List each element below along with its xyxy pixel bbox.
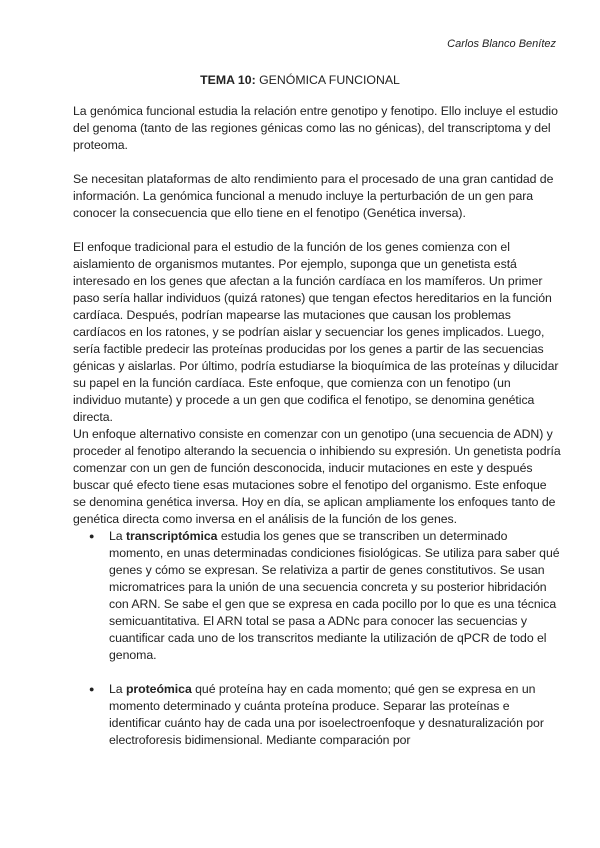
title-prefix: TEMA 10: (200, 73, 256, 87)
item-term: transcriptómica (125, 529, 218, 543)
list-gap (73, 664, 561, 681)
paragraph-gap (73, 154, 561, 171)
author-name: Carlos Blanco Benítez (447, 38, 556, 50)
title-text: GENÓMICA FUNCIONAL (255, 73, 400, 87)
item-lead: La (109, 529, 126, 543)
bullet-icon: ● (89, 684, 95, 694)
list-item-proteomics (73, 681, 561, 749)
paragraph-reverse-genetics: Un enfoque alternativo consiste en comenzar con un genotipo (una secuencia de ADN) y proceder al fenotipo alterando la secuencia o inhibiendo su expresión. Un genetista podría comenzar con un gen de función desconocida, inducir mutaciones en este y después buscar qué efecto tiene esas mutaciones sobre el fenotipo del organismo. Este enfoque se denomina genética inversa. Hoy en día, se aplican ampliamente los enfoques tanto de genética directa como inversa en el análisis de la función de los genes. (73, 427, 561, 526)
item-text: qué proteína hay en cada momento; qué gen se expresa en un momento determinado y cuánta proteína produce. Separar las proteínas e identificar cuánto hay de cada una por isoelectroenfoque y desnaturalización por electroforesis bidimensional. Mediante comparación por (109, 682, 544, 747)
paragraph-direct-genetics: El enfoque tradicional para el estudio de la función de los genes comienza con el aislamiento de organismos mutantes. Por ejemplo, suponga que un genetista está interesado en los genes que afectan a la función cardíaca en los mamíferos. Un primer paso sería hallar individuos (quizá ratones) que tengan efectos hereditarios en la función cardíaca. Después, podrían mapearse las mutaciones que causan los problemas cardíacos en los ratones, y se podrían aislar y secuenciar los genes implicados. Luego, sería factible predecir las proteínas producidas por los genes a partir de las secuencias génicas y aislarlas. Por último, podría estudiarse la bioquímica de las proteínas y dilucidar su papel en la función cardíaca. Este enfoque, que comienza con un fenotipo (un individuo mutante) y procede a un gen que codifica el fenotipo, se denomina genética directa. (73, 240, 559, 424)
item-text: estudia los genes que se transcriben un determinado momento, en unas determinadas condiciones fisiológicas. Se utiliza para saber qué genes y cómo se expresan. Se relativiza a partir de genes constitutivos. Se usan micromatrices para la unión de una secuencia concreta y su posterior hibridación con ARN. Se sabe el gen que se expresa en cada pocillo por lo que es una técnica semicuantitativa. El ARN total se pasa a ADNc para conocer las secuencias y cuantificar cada uno de los transcritos mediante la utilización de qPCR de todo el genoma. (109, 529, 560, 662)
paragraph-gap (73, 222, 561, 239)
paragraph-platforms: Se necesitan plataformas de alto rendimiento para el procesado de una gran cantidad de información. La genómica funcional a menudo incluye la perturbación de un gen para conocer la consecuencia que ello tiene en el fenotipo (Genética inversa). (73, 172, 554, 220)
list-item-transcriptomics (73, 528, 561, 664)
document-body (73, 103, 561, 749)
bullet-list (73, 528, 561, 749)
item-lead: La (109, 682, 126, 696)
item-term: proteómica (125, 682, 192, 696)
document-title (0, 73, 600, 87)
paragraph-intro: La genómica funcional estudia la relación entre genotipo y fenotipo. Ello incluye el estudio del genoma (tanto de las regiones génicas como las no génicas), del transcriptoma y del proteoma. (73, 104, 558, 152)
bullet-icon: ● (89, 531, 95, 541)
